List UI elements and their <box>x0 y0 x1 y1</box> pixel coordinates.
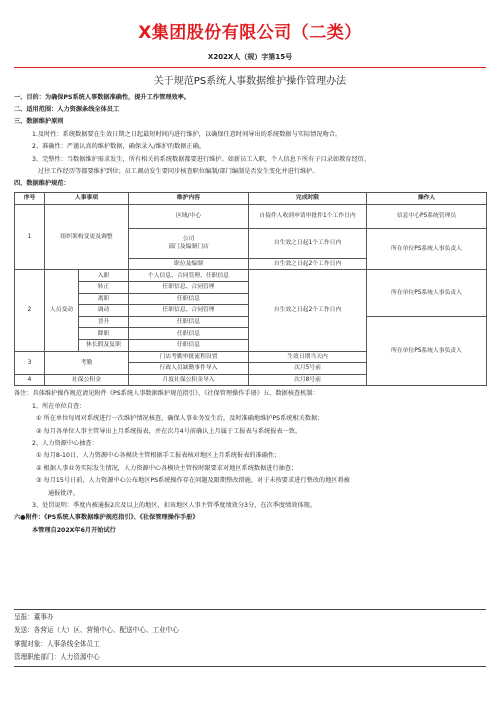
document-title: 关于规范PS系统人事数据维护操作管理办法 <box>153 75 347 87</box>
document-footer <box>14 608 486 668</box>
cell-operator: 所在单位PS系统人事负责人 <box>367 316 487 386</box>
row-item: 人员变动 <box>45 270 79 351</box>
check-hr: 2、人力资源中心抽查： <box>32 439 98 447</box>
footer-divider <box>14 666 486 667</box>
cell-content: 门店考勤审批流程设置 <box>129 351 249 363</box>
cell-deadline: 自接件人收到申请审批件1个工作日内 <box>249 204 367 228</box>
footer-divider <box>14 609 486 610</box>
header-content: 维护内容 <box>129 192 249 204</box>
cell-deadline: 自生效之日起2个工作日内 <box>249 270 367 351</box>
cell-content: 职位及编制 <box>129 258 249 270</box>
cell-content: 任职信息 <box>129 328 249 340</box>
cell-deadline: 次月8号前 <box>249 374 367 386</box>
row-no: 1 <box>15 204 45 270</box>
cell-deadline: 自生效之日起1个工作日内 <box>249 228 367 258</box>
cell-content: 月度社保公积金导入 <box>129 374 249 386</box>
footer-send: 发送：各营运（大）区、营销中心、配送中心、工业中心 <box>14 626 179 635</box>
cell-subitem: 转正 <box>79 281 129 293</box>
cell-deadline: 生效日期当天内 <box>249 351 367 363</box>
maintenance-table <box>14 192 487 387</box>
header-no: 序号 <box>15 192 45 204</box>
check-self: 1、所在单位自查： <box>32 402 86 410</box>
cell-operator: 所在单位PS系统人事负责人 <box>367 270 487 316</box>
cell-subitem: 降职 <box>79 328 129 340</box>
cell-content: 任职信息 <box>129 293 249 305</box>
check-hr-3-cont: 通报批评。 <box>48 489 79 497</box>
footer-department: 管理职能部门：人力资源中心 <box>14 653 100 662</box>
section-attachments: 六●附件：《PS系统人事数据维护规范指引》、《社保管理操作手册》 <box>14 514 199 522</box>
check-self-1: ① 所在单位每周对系统进行一次维护情况核查，确保人事业务发生后，及时准确地维护PS系统相关数据； <box>36 415 324 423</box>
cell-content: 区域/中心 <box>129 204 249 228</box>
cell-content: 任职信息 <box>129 316 249 328</box>
footer-scope: 掌握对象：人事条线全体员工 <box>14 639 100 648</box>
cell-content: 任职信息 <box>129 339 249 351</box>
section-scope: 二、适用范围：人力资源条线全体员工 <box>14 105 120 113</box>
cell-subitem: 晋升 <box>79 316 129 328</box>
red-divider <box>14 67 486 68</box>
row-item: 组织架构变更及调整 <box>45 204 129 270</box>
header-operator: 操作人 <box>367 192 487 204</box>
row-no: 2 <box>15 270 45 351</box>
note-remark: 备注：具体维护操作规范请见附件《PS系统人事数据维护规范指引》、《社保管理操作手册》五、数据核查机制： <box>14 390 319 398</box>
footer-submit: 呈报：董事办 <box>14 613 54 621</box>
cell-subitem: 离职 <box>79 293 129 305</box>
penalty-note: 3、处罚说明：季度内被通报2次及以上的地区，扣该地区人事主管季度绩效分3分，在次季度绩效体现。 <box>32 501 317 509</box>
section-spec: 四、数据维护规范： <box>14 180 70 188</box>
cell-content: 公司 部门及编制门店 <box>129 228 249 258</box>
principle-accuracy: 2、准确性：严谨认真的维护数据，确保录入/维护的数据正确。 <box>32 143 206 151</box>
cell-subitem: 休长假及复职 <box>79 339 129 351</box>
cell-content: 任职信息、合同管理 <box>129 281 249 293</box>
cell-content: 任职信息、合同管理 <box>129 305 249 317</box>
cell-subitem: 调动 <box>79 305 129 317</box>
check-self-2: ② 每月各单位人事主管导出上月系统报表，并在次月4号前确认上月属于工报表与系统报表一致。 <box>36 427 302 435</box>
cell-subitem: 入职 <box>79 270 129 282</box>
row-no: 3 <box>15 351 45 374</box>
check-hr-1: ① 每月8-10日，人力资源中心各模块主管根据手工报表核对地区上月系统报表的准确性； <box>36 452 281 460</box>
cell-deadline: 自生效之日起2个工作日内 <box>249 258 367 270</box>
row-item: 社保公积金 <box>45 374 129 386</box>
cell-content: 行政人员缺勤事件导入 <box>129 363 249 375</box>
check-hr-3: ③ 每月15号日前，人力资源中心公布地区PS系统操作存在问题及限期整改措施，对于未按要求进行整改的地区将被 <box>36 477 350 485</box>
row-no: 4 <box>15 374 45 386</box>
header-deadline: 完成时限 <box>249 192 367 204</box>
section-purpose: 一、目的：为确保PS系统人事数据准确性，提升工作管理效率。 <box>14 93 191 101</box>
principle-completeness-cont: 过往工作经历等都要维护到位；员工调动发生要同步核查职位编制/部门编制是否发生变化并进行维护。 <box>38 167 319 175</box>
check-hr-2: ② 根据人事业务实际发生情况，人力资源中心各模块主管按时限要求对地区系统数据进行抽查； <box>36 464 298 472</box>
cell-content: 个人信息、合同管理、任职信息 <box>129 270 249 282</box>
cell-deadline: 次月5号前 <box>249 363 367 375</box>
row-item: 考勤 <box>45 351 129 374</box>
principle-timeliness: 1.及时性：系统数据要在生效日期之日起最短时间内进行维护，以确保任意时间导出的系统数据与实际情况吻合。 <box>32 130 342 138</box>
cell-operator: 信息中心PS系统管理员 <box>367 204 487 228</box>
effective-date: 本管理自202X年6月开始试行 <box>32 526 116 534</box>
document-number: X202X人（规）字第15号 <box>207 53 293 61</box>
header-item: 人事事项 <box>45 192 129 204</box>
company-title: X集团股份有限公司（二类） <box>138 23 362 43</box>
principle-completeness: 3、完整性：当数据维护需求发生，所有相关的系统数据都要进行维护。如新员工入职，个人信息下所有子目录如教育经历、 <box>32 155 371 163</box>
section-principles: 三、数据维护原则 <box>14 118 64 126</box>
cell-operator: 所在单位PS系统人事负责人 <box>367 228 487 270</box>
